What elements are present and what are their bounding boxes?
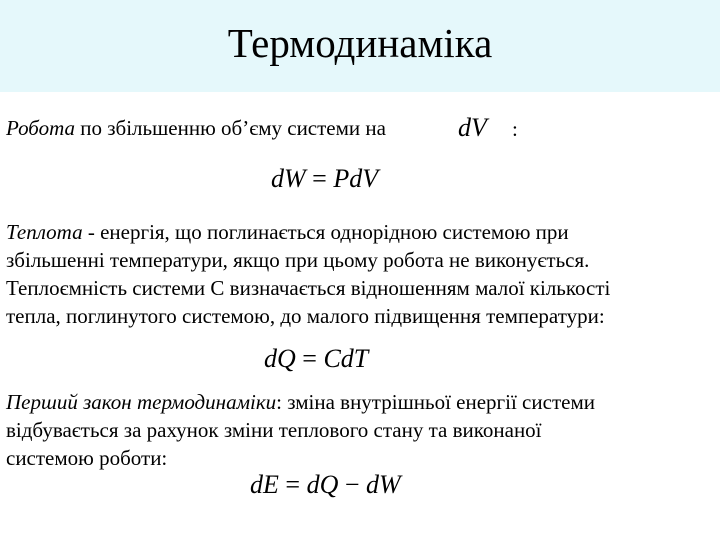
work-text: по збільшенню об’єму системи на [75,116,386,140]
formula-work-eq: = [305,164,334,193]
heat-line-3: Теплоємність системи С визначається відношенням малої кількості [6,276,611,300]
heat-line-4: тепла, поглинутого системою, до малого підвищення температури: [6,304,605,328]
formula-first-law-eq: = [278,470,307,499]
formula-first-law-minus: − [338,470,367,499]
heat-term: Теплота [6,220,83,244]
first-law-line-1 [6,389,595,415]
first-law-term: Перший закон термодинаміки [6,390,277,414]
formula-heat-rhs: CdT [323,344,369,373]
heat-line-1-rest: - енергія, що поглинається однорідною системою при [82,220,569,244]
formula-first-law [250,469,401,501]
work-colon: : [512,117,518,141]
work-definition [6,115,386,141]
formula-work [271,163,378,195]
first-law-line-2: відбувається за рахунок зміни теплового стану та виконаної [6,418,542,442]
formula-first-law-lhs: dE [250,470,279,499]
formula-heat-lhs: dQ [264,344,296,373]
heat-line-2: збільшенні температури, якщо при цьому робота не виконується. [6,248,590,272]
work-term: Робота [6,116,75,140]
first-law-line-1-rest: : зміна внутрішньої енергії системи [276,390,595,414]
formula-heat-capacity [264,343,368,375]
formula-heat-eq: = [295,344,324,373]
formula-first-law-mid: dQ [306,470,339,499]
heat-line-1 [6,219,569,245]
formula-first-law-rhs: dW [366,470,401,499]
page-title: Термодинаміка [227,20,493,66]
formula-work-lhs: dW [271,164,306,193]
first-law-line-3: системою роботи: [6,446,168,470]
work-variable: dV [458,113,487,142]
formula-work-rhs: PdV [333,164,379,193]
